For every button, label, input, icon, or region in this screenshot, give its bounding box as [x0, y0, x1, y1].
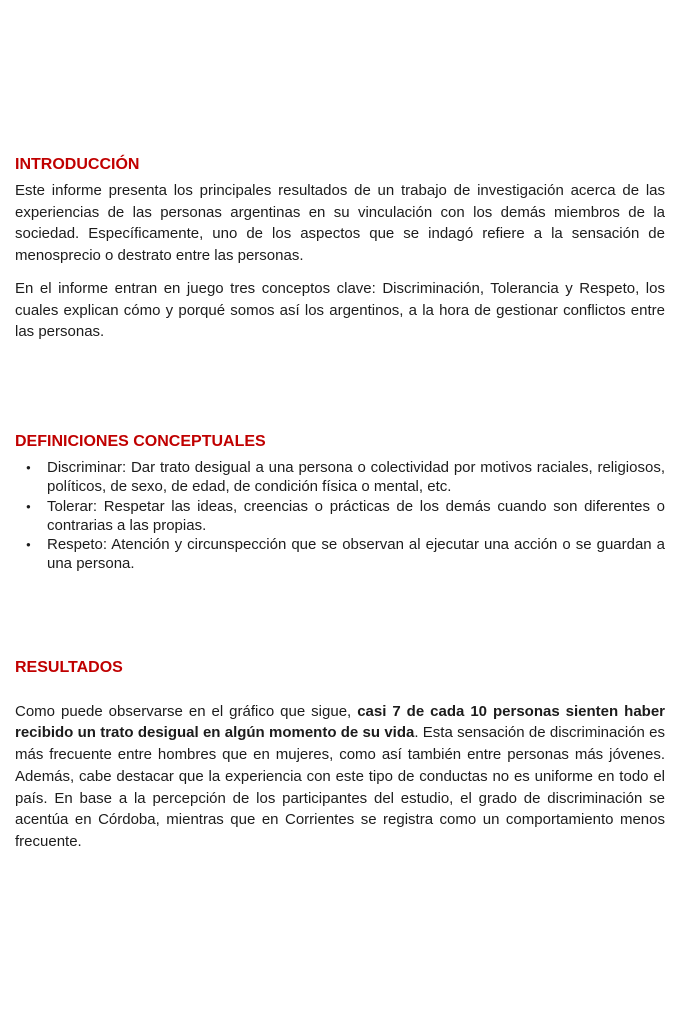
definition-item-tolerar: [15, 497, 665, 536]
results-paragraph-rest: . Esta sensación de discriminación es más frecuente entre hombres que en mujeres, como así también entre personas más jóvenes. Además, cabe destacar que la experiencia con este tipo de conductas no es uniforme en todo el país. En base a la percepción de los participantes del estudio, el grado de discriminación se acentúa en Córdoba, mientras que en Corrientes se registra como un comportamiento menos frecuente.: [15, 724, 665, 850]
section-heading-definiciones: DEFINICIONES CONCEPTUALES: [15, 432, 266, 450]
section-heading-introduccion: INTRODUCCIÓN: [15, 156, 140, 173]
bullet-icon: ●: [26, 462, 31, 472]
section-definiciones: [15, 433, 665, 574]
section-heading-resultados: RESULTADOS: [15, 658, 123, 676]
bullet-icon: ●: [26, 501, 31, 511]
section-introduccion: [15, 156, 665, 343]
definitions-list: [15, 458, 665, 574]
bullet-icon: ●: [26, 540, 31, 550]
results-paragraph-bold-claim: casi 7 de cada 10 personas sienten haber recibido un trato desigual en algún momento de su vida: [15, 702, 665, 742]
section-resultados: [15, 659, 665, 853]
intro-paragraph-1: Este informe presenta los principales resultados de un trabajo de investigación acerca de las experiencias de las personas argentinas en su vinculación con los demás miembros de la sociedad. Específicamente, uno de los aspectos que se indagó refiere a la sensación de menosprecio o destrato entre las personas.: [15, 182, 665, 265]
definition-item-discriminar: [15, 458, 665, 497]
definition-item-text: Discriminar: Dar trato desigual a una persona o colectividad por motivos raciales, religiosos, políticos, de sexo, de edad, de condición física o mental, etc.: [47, 458, 665, 496]
definition-item-text: Tolerar: Respetar las ideas, creencias o prácticas de los demás cuando son diferentes o contrarias a las propias.: [47, 497, 665, 534]
definition-item-respeto: [15, 535, 665, 574]
results-paragraph: [15, 701, 665, 853]
results-paragraph-lead: Como puede observarse en el gráfico que sigue,: [15, 702, 358, 720]
definition-item-text: Respeto: Atención y circunspección que se observan al ejecutar una acción o se guardan a una persona.: [47, 536, 665, 573]
intro-paragraph-2: En el informe entran en juego tres conceptos clave: Discriminación, Tolerancia y Respeto, los cuales explican cómo y porqué somos así los argentinos, a la hora de gestionar conflictos entre las personas.: [15, 279, 665, 341]
